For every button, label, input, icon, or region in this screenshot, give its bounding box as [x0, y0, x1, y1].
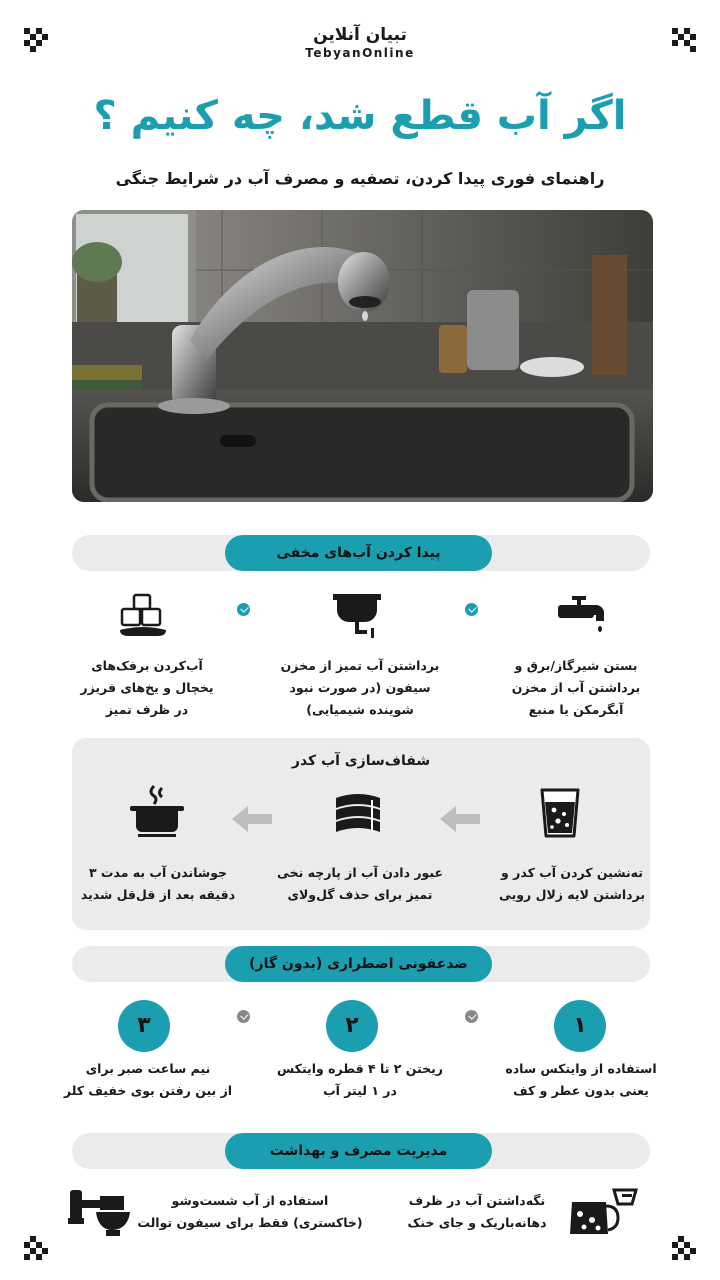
- faucet-icon: [558, 596, 606, 638]
- section-find-bar: [72, 535, 650, 571]
- find-item-3-line-3: در ظرف تمیز: [105, 702, 189, 717]
- find-item-1-line-2: برداشتن آب از مخزن: [511, 680, 641, 695]
- disinfect-step-1-number: ۱: [554, 1000, 606, 1052]
- clean-item-1-line-2: برداشتن لایه زلال رویی: [498, 887, 646, 902]
- sink-siphon-icon: [333, 594, 381, 644]
- page-title: اگر آب قطع شد، چه کنیم ؟: [93, 93, 627, 139]
- manage-item-1-text: [392, 1190, 562, 1234]
- corner-pattern-bottom-left: [24, 1236, 50, 1262]
- flow-arrow-1: [440, 806, 480, 832]
- clean-item-2-line-1: عبور دادن آب از پارچه نخی: [276, 865, 444, 880]
- section-disinfect-title: ضدعفونی اضطراری (بدون گاز): [225, 946, 492, 982]
- find-item-1-line-1: بستن شیرگاز/برق و: [514, 658, 638, 673]
- find-item-2-line-3: شوینده شیمیایی): [306, 702, 414, 717]
- section-manage-bar: [72, 1133, 650, 1169]
- glass-water-icon: [540, 788, 580, 842]
- find-item-2-text: [262, 655, 458, 721]
- disinfect-step-2-number: ۲: [326, 1000, 378, 1052]
- clean-item-1-text: [486, 862, 658, 906]
- step-connector-1-2: [465, 603, 478, 616]
- section-disinfect-bar: [72, 946, 650, 982]
- clean-item-2-line-2: تمیز برای حذف گل‌ولای: [287, 887, 433, 902]
- brand-logo: [0, 24, 720, 60]
- manage-item-1-line-1: نگه‌داشتن آب در ظرف: [408, 1193, 546, 1208]
- disinfect-item-1-line-1: استفاده از وایتکس ساده: [505, 1061, 657, 1076]
- folded-cloth-icon: [332, 792, 384, 840]
- manage-item-2-text: [136, 1190, 364, 1234]
- disinfect-item-1-text: [496, 1058, 666, 1102]
- step-connector-d-1-2: [465, 1010, 478, 1023]
- find-item-3-text: [62, 655, 232, 721]
- brand-name-en: TebyanOnline: [305, 46, 415, 60]
- disinfect-item-3-text: [56, 1058, 240, 1102]
- flow-arrow-2: [232, 806, 272, 832]
- find-item-2-line-1: برداشتن آب تمیز از مخزن: [280, 658, 440, 673]
- section-find-title: پیدا کردن آب‌های مخفی: [225, 535, 492, 571]
- water-jug-icon: [566, 1186, 642, 1242]
- manage-item-1-line-2: دهانه‌باریک و جای خنک: [407, 1215, 547, 1230]
- disinfect-item-2-text: [262, 1058, 458, 1102]
- disinfect-item-1-line-2: یعنی بدون عطر و کف: [513, 1083, 649, 1098]
- corner-pattern-bottom-right: [672, 1236, 698, 1262]
- clean-item-2-text: [262, 862, 458, 906]
- disinfect-item-2-line-2: در ۱ لیتر آب: [323, 1083, 397, 1098]
- boiling-pot-icon: [128, 784, 186, 844]
- find-item-1-text: [496, 655, 656, 721]
- ice-cubes-icon: [118, 592, 168, 642]
- clean-item-3-line-1: جوشاندن آب به مدت ۳: [88, 865, 228, 880]
- manage-item-2-line-1: استفاده از آب شست‌وشو: [171, 1193, 329, 1208]
- brand-name-fa: تبیان آنلاین: [313, 25, 407, 45]
- clean-item-1-line-1: ته‌نشین کردن آب کدر و: [501, 865, 643, 880]
- disinfect-item-2-line-1: ریختن ۲ تا ۴ قطره وایتکس: [277, 1061, 443, 1076]
- clean-item-3-text: [72, 862, 244, 906]
- toilet-pipe-icon: [66, 1186, 132, 1242]
- manage-item-2-line-2: (خاکستری) فقط برای سیفون توالت: [137, 1215, 363, 1230]
- disinfect-step-3-number: ۳: [118, 1000, 170, 1052]
- find-item-1-line-3: آبگرمکن یا منبع: [528, 702, 624, 717]
- clean-item-3-line-2: دقیقه بعد از قل‌قل شدید: [80, 887, 236, 902]
- section-clean-title: شفاف‌سازی آب کدر: [291, 753, 431, 769]
- disinfect-item-3-line-1: نیم ساعت صبر برای: [85, 1061, 211, 1076]
- find-item-3-line-1: آب‌کردن برفک‌های: [91, 658, 203, 673]
- section-manage-title: مدیریت مصرف و بهداشت: [225, 1133, 492, 1169]
- step-connector-2-3: [237, 603, 250, 616]
- page-subtitle: راهنمای فوری پیدا کردن، تصفیه و مصرف آب در شرایط جنگی: [115, 169, 605, 188]
- hero-faucet-image: [72, 210, 653, 502]
- find-item-3-line-2: یخچال و یخ‌های فریزر: [80, 680, 214, 695]
- step-connector-d-2-3: [237, 1010, 250, 1023]
- find-item-2-line-2: سیفون (در صورت نبود: [289, 680, 431, 695]
- disinfect-item-3-line-2: از بین رفتن بوی خفیف کلر: [63, 1083, 233, 1098]
